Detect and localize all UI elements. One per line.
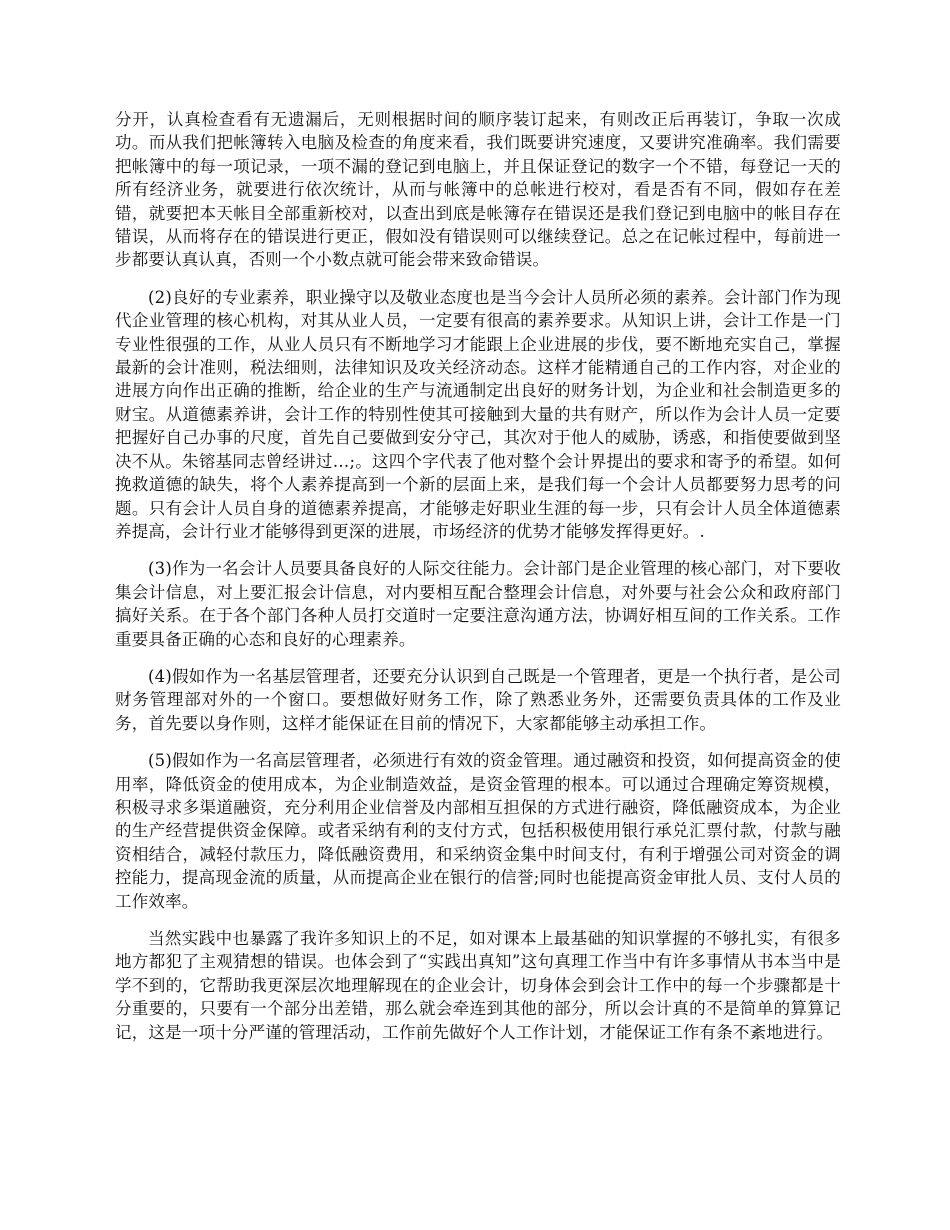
document-body: [115, 108, 841, 1058]
paragraph-item-2: (2)良好的专业素养，职业操守以及敬业态度也是当今会计人员所必须的素养。会计部门作为现代企业管理的核心机构，对其从业人员，一定要有很高的素养要求。从知识上讲，会计工作是一门专业性很强的工作，从业人员只有不断地学习才能跟上企业进展的步伐，要不断地充实自己，掌握最新的会计准则，税法细则，法律知识及攻关经济动态。这样才能精通自己的工作内容，对企业的进展方向作出正确的推断，给企业的生产与流通制定出良好的财务计划，为企业和社会制造更多的财宝。从道德素养讲，会计工作的特别性使其可接触到大量的共有财产，所以作为会计人员一定要把握好自己办事的尺度，首先自己要做到安分守己，其次对于他人的威胁，诱惑，和指使要做到坚决不从。朱镕基同志曾经讲过…;。这四个字代表了他对整个会计界提出的要求和寄予的希望。如何挽救道德的缺失，将个人素养提高到一个新的层面上来，是我们每一个会计人员都要努力思考的问题。只有会计人员自身的道德素养提高，才能够走好职业生涯的每一步，只有会计人员全体道德素养提高，会计行业才能够得到更深的进展，市场经济的优势才能够发挥得更好。.: [115, 287, 841, 541]
paragraph-conclusion: 当然实践中也暴露了我许多知识上的不足，如对课本上最基础的知识掌握的不够扎实，有很多地方都犯了主观猜想的错误。也体会到了“实践出真知”这句真理工作当中有许多事情从书本当中是学不到的，它帮助我更深层次地理解现在的企业会计，切身体会到会计工作中的每一个步骤都是十分重要的，只要有一个部分出差错，那么就会牵连到其他的部分，所以会计真的不是简单的算算记记，这是一项十分严谨的管理活动，工作前先做好个人工作计划，才能保证工作有条不紊地进行。: [115, 929, 841, 1042]
paragraph-continuation: 分开，认真检查看有无遗漏后，无则根据时间的顺序装订起来，有则改正后再装订，争取一次成功。而从我们把帐簿转入电脑及检查的角度来看，我们既要讲究速度，又要讲究准确率。我们需要把帐簿中的每一项记录，一项不漏的登记到电脑上，并且保证登记的数字一个不错，每登记一天的所有经济业务，就要进行依次统计，从而与帐簿中的总帐进行校对，看是否有不同，假如存在差错，就要把本天帐目全部重新校对，以查出到底是帐簿存在错误还是我们登记到电脑中的帐目存在错误，从而将存在的错误进行更正，假如没有错误则可以继续登记。总之在记帐过程中，每前进一步都要认真认真，否则一个小数点就可能会带来致命错误。: [115, 110, 841, 270]
paragraph-item-3: (3)作为一名会计人员要具备良好的人际交往能力。会计部门是企业管理的核心部门，对下要收集会计信息，对上要汇报会计信息，对内要相互配合整理会计信息，对外要与社会公众和政府部门搞好关系。在于各个部门各种人员打交道时一定要注意沟通方法，协调好相互间的工作关系。工作重要具备正确的心态和良好的心理素养。: [115, 559, 841, 649]
paragraph-item-4: (4)假如作为一名基层管理者，还要充分认识到自己既是一个管理者，更是一个执行者，是公司财务管理部对外的一个窗口。要想做好财务工作，除了熟悉业务外，还需要负责具体的工作及业务，首先要以身作则，这样才能保证在目前的情况下，大家都能够主动承担工作。: [115, 666, 841, 733]
paragraph-item-5: (5)假如作为一名高层管理者，必须进行有效的资金管理。通过融资和投资，如何提高资金的使用率，降低资金的使用成本，为企业制造效益，是资金管理的根本。可以通过合理确定筹资规模，积极寻求多渠道融资，充分利用企业信誉及内部相互担保的方式进行融资，降低融资成本，为企业的生产经营提供资金保障。或者采纳有利的支付方式，包括积极使用银行承兑汇票付款，付款与融资相结合，减轻付款压力，降低融资费用，和采纳资金集中时间支付，有利于增强公司对资金的调控能力，提高现金流的质量，从而提高企业在银行的信誉;同时也能提高资金审批人员、支付人员的工作效率。: [115, 751, 841, 911]
